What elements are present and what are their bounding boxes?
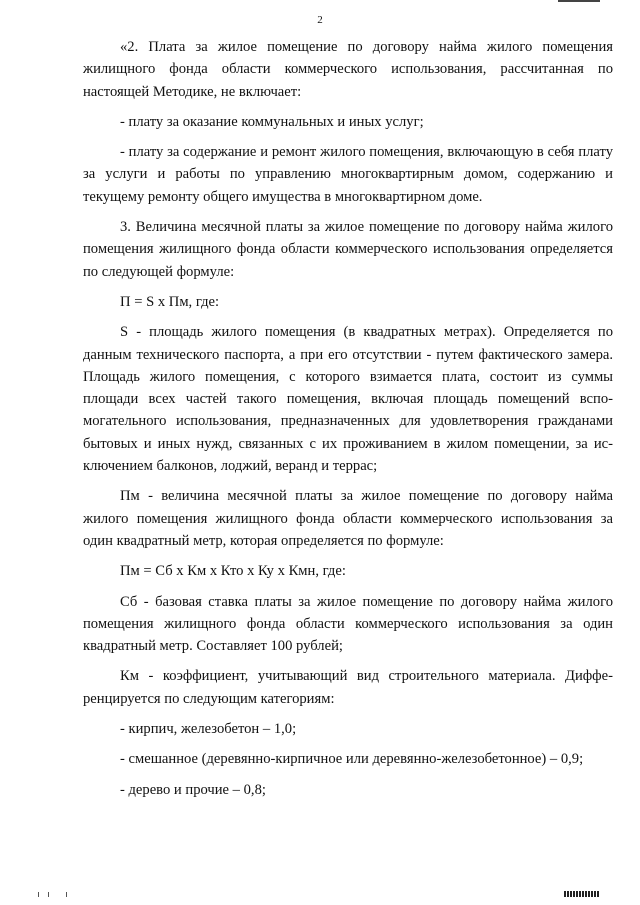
list-item-maintenance-fee: - плату за содержание и ремонт жилого помещения, включающую в себя плату за услуги и работы по управлению многоквартирным домом, содержанию и текущему ремонту общего имущества в многоквартирном доме. (83, 144, 613, 205)
paragraph-base-rate: Сб - базовая ставка платы за жилое помещение по договору найма жилого помещения жилищного фонда области коммерческого использования за один квадратный метр. Составляет 100 рублей; (83, 593, 613, 655)
paragraph-material-coefficient: Км - коэффициент, учитывающий вид строительного материала. Дифференцируется по следующим категориям: (83, 668, 613, 707)
paragraph-clause-3-intro: 3. Величина месячной платы за жилое помещение по договору найма жилого помещения жилищного фонда области коммерческого использования определяется по следующей формуле: (83, 219, 613, 280)
scan-artifact-bottom-right (564, 891, 600, 897)
scan-artifact-bottom-left (38, 891, 70, 897)
paragraph-clause-2-intro: «2. Плата за жилое помещение по договору найма жилого помещения жилищного фонда области коммерческого использования, рассчитанная по настоящей Методике, не включает: (83, 39, 613, 100)
list-item-mixed-material: - смешанное (деревянно-кирпичное или деревянно-железобетонное) – 0,9; (120, 751, 584, 768)
formula-rate: Пм = Сб х Км х Кто х Ку х Кмн, где: (120, 563, 346, 580)
list-item-wood-other: - дерево и прочие – 0,8; (120, 781, 266, 798)
list-item-brick-concrete: - кирпич, железобетон – 1,0; (120, 721, 297, 738)
scan-artifact-top (558, 0, 600, 2)
page-number: 2 (317, 14, 323, 26)
list-item-utility-services: - плату за оказание коммунальных и иных услуг; (120, 113, 424, 130)
document-body (83, 36, 613, 809)
paragraph-area-definition: S - площадь жилого помещения (в квадратных метрах). Определяется по данным технического паспорта, а при его отсутствии - путем фактического замера. Площадь жилого помещения, с которого взимается плата, состоит из суммы площади всех частей такого помещения, включая площадь помещений вспомогательного использования, предназначенных для удовлетворения гражданами бытовых и иных нужд, связанных с их проживанием в жилом помещении, за исключением балконов, лоджий, веранд и террас; (83, 324, 613, 475)
paragraph-rate-definition: Пм - величина месячной платы за жилое помещение по договору найма жилого помещения жилищного фонда области коммерческого использования за один квадратный метр, которая определяется по формуле: (83, 488, 613, 549)
formula-total-fee: П = S х Пм, где: (120, 293, 220, 310)
